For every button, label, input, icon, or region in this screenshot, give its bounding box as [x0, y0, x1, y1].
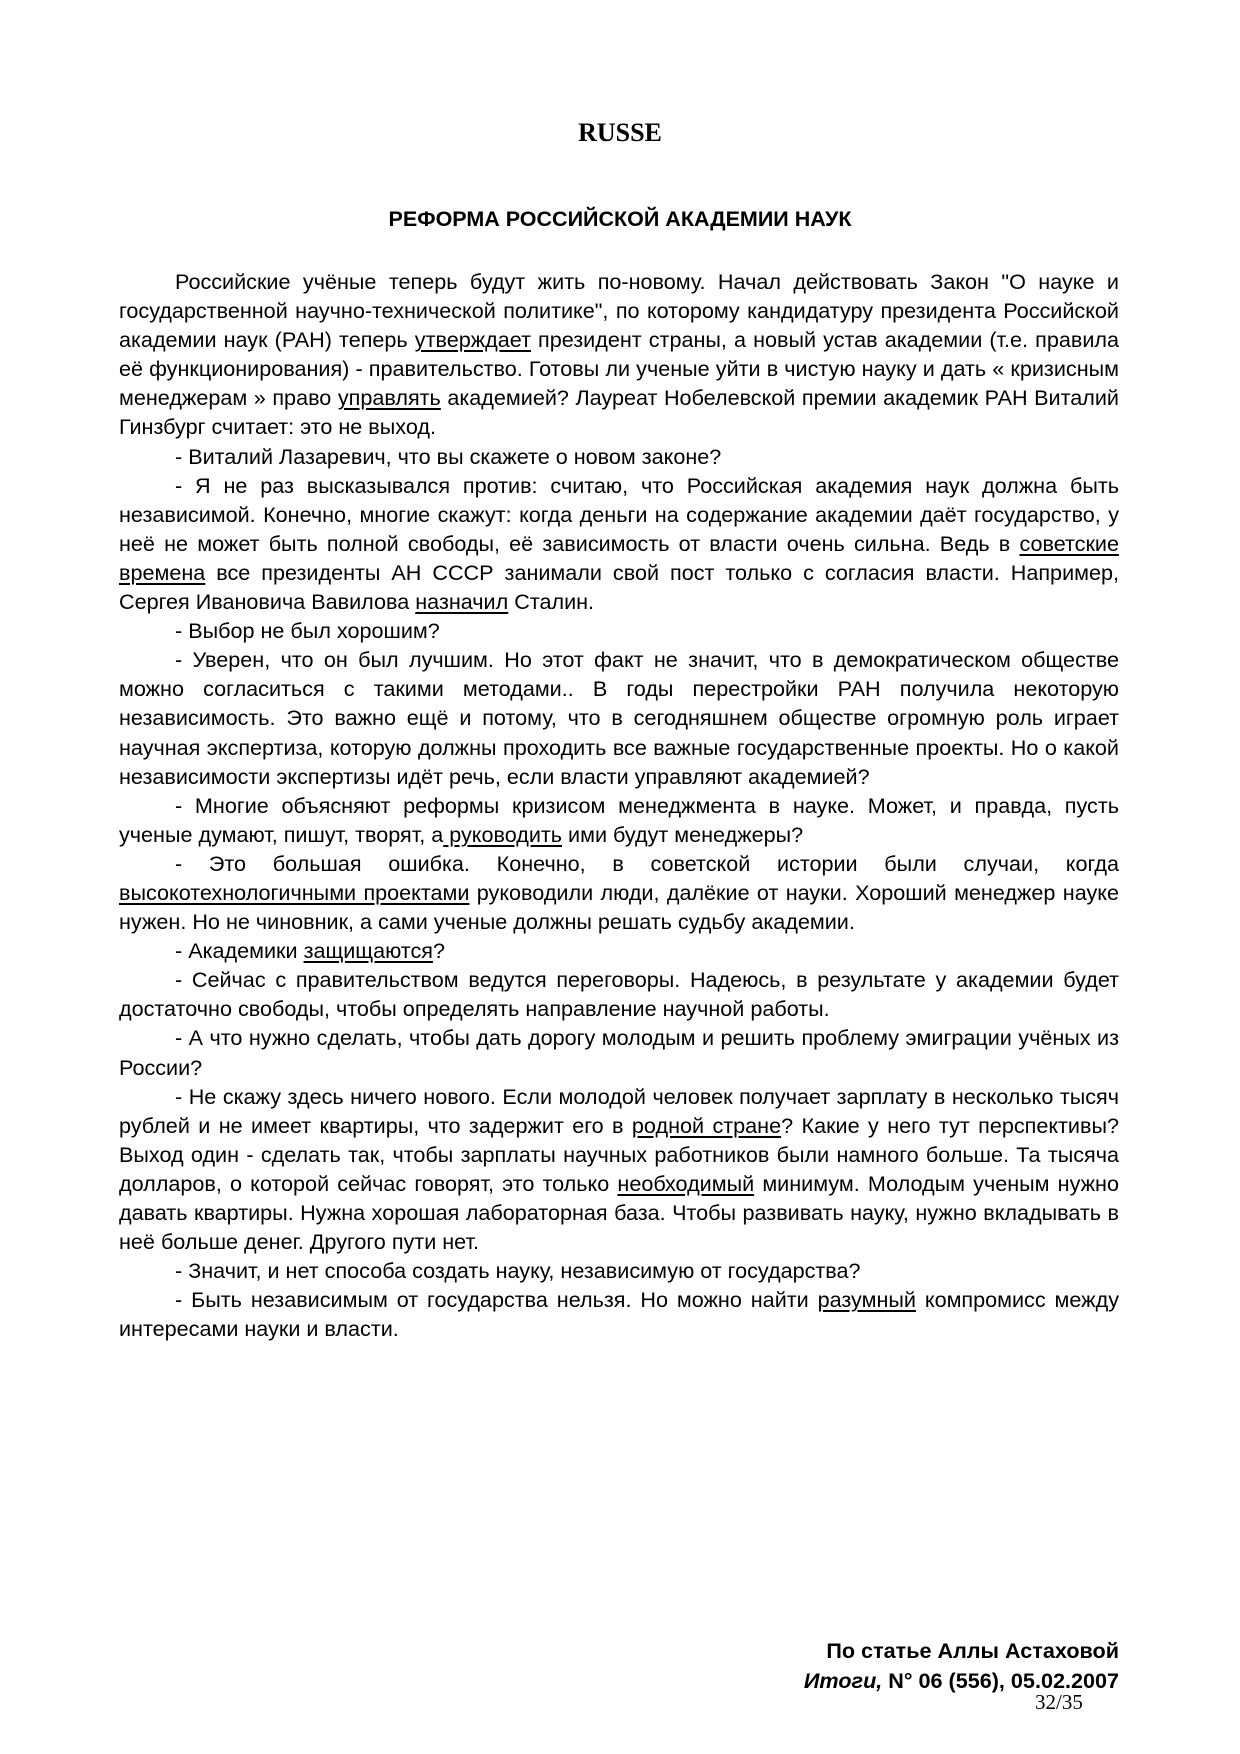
source-magazine: Итоги, — [803, 1668, 883, 1693]
underlined-term: утверждает — [414, 327, 531, 353]
paragraph-text: - Виталий Лазаревич, что вы скажете о новом законе? — [175, 443, 722, 469]
underlined-term: руководить — [443, 821, 563, 847]
language-label: RUSSE — [578, 118, 662, 147]
paragraph-text: - Сейчас с правительством ведутся переговоры. Надеюсь, в результате у академии будет достаточно свободы, чтобы определять направление научной работы. — [119, 967, 1119, 1022]
paragraph-text: компромисс между интересами науки и власти. — [119, 1287, 1119, 1342]
article-paragraph — [119, 965, 1119, 1023]
article-paragraph — [119, 936, 1119, 965]
underlined-term: родной стране — [631, 1112, 782, 1138]
article-paragraph — [119, 267, 1119, 442]
underlined-term: управлять — [337, 385, 441, 411]
paragraph-text: - Академики — [175, 938, 304, 964]
paragraph-text: - Не скажу здесь ничего нового. Если молодой человек получает зарплату в несколько тысяч рублей и не имеет квартиры, что задержит его в — [119, 1083, 1119, 1138]
underlined-term: высокотехнологичными проектами — [119, 879, 470, 905]
source-attribution — [600, 1636, 1119, 1696]
paragraph-text: - Многие объясняют реформы кризисом менеджмента в науке. Может, и правда, пусть ученые думают, пишут, творят, а — [119, 792, 1119, 847]
paragraph-text: президент страны, а новый устав академии (т.е. правила её функционирования) - правительство. Готовы ли ученые уйти в чистую науку и дать « кризисным менеджерам » право — [119, 327, 1119, 411]
article-title: РЕФОРМА РОССИЙСКОЙ АКАДЕМИИ НАУК — [388, 207, 852, 231]
paragraph-text: все президенты АН СССР занимали свой пост только с согласия власти. Например, Сергея Ивановича Вавилова — [119, 559, 1119, 615]
article-paragraph — [119, 471, 1119, 616]
article-paragraph — [119, 645, 1119, 790]
underlined-term: советские времена — [119, 530, 1119, 585]
paragraph-text: ? Какие у него тут перспективы? Выход один - сделать так, чтобы зарплаты научных работников были намного больше. Та тысяча долларов, о которой сейчас говорят, это только — [119, 1112, 1119, 1196]
underlined-term: назначил — [415, 589, 509, 615]
article-paragraph — [119, 1023, 1119, 1081]
paragraph-text: ? — [432, 938, 445, 964]
article-paragraph — [119, 616, 1119, 645]
paragraph-text: академией? Лауреат Нобелевской премии академик РАН Виталий Гинзбург считает: это не выход. — [119, 385, 1119, 440]
paragraph-text: - Это большая ошибка. Конечно, в советской истории были случаи, когда — [175, 850, 1119, 876]
paragraph-text: - А что нужно сделать, чтобы дать дорогу молодым и решить проблему эмиграции учёных из России? — [119, 1025, 1119, 1080]
source-issue: N° 06 (556), 05.02.2007 — [882, 1668, 1119, 1693]
article-paragraph — [119, 791, 1119, 849]
paragraph-text: - Я не раз высказывался против: считаю, что Российская академия наук должна быть независимой. Конечно, многие скажут: когда деньги на содержание академии даёт государство, у неё не может быть полной свободы, её зависимость от власти очень сильна. Ведь в — [119, 472, 1119, 556]
paragraph-text: Российские учёные теперь будут жить по-новому. Начал действовать Закон "О науке и государственной научно-технической политике", по которому кандидатуру президента Российской академии наук (РАН) теперь — [119, 269, 1119, 353]
paragraph-text: - Выбор не был хорошим? — [175, 618, 440, 644]
paragraph-text: - Уверен, что он был лучшим. Но этот факт не значит, что в демократическом обществе можно согласиться с такими методами.. В годы перестройки РАН получила некоторую независимость. Это важно ещё и потому, что в сегодняшнем обществе огромную роль играет научная экспертиза, которую должны проходить все важные государственные проекты. Но о какой независимости экспертизы идёт речь, если власти управляют академией? — [119, 647, 1119, 789]
article-paragraph — [119, 849, 1119, 936]
paragraph-text: минимум. Молодым ученым нужно давать квартиры. Нужна хорошая лабораторная база. Чтобы развивать науку, нужно вкладывать в неё больше денег. Другого пути нет. — [119, 1170, 1119, 1255]
underlined-term: необходимый — [617, 1170, 755, 1196]
paragraph-text: - Быть независимым от государства нельзя. Но можно найти — [175, 1287, 818, 1313]
source-author: По статье Аллы Астаховой — [826, 1638, 1119, 1663]
article-paragraph — [119, 1082, 1119, 1257]
underlined-term: защищаются — [303, 938, 433, 964]
article-paragraph — [119, 442, 1119, 471]
paragraph-text: - Значит, и нет способа создать науку, независимую от государства? — [175, 1258, 861, 1284]
article-paragraph — [119, 1256, 1119, 1285]
paragraph-text: руководили люди, далёкие от науки. Хороший менеджер науке нужен. Но не чиновник, а сами ученые должны решать судьбу академии. — [119, 879, 1119, 935]
underlined-term: разумный — [817, 1287, 916, 1313]
paragraph-text: Сталин. — [508, 589, 595, 615]
article-paragraph — [119, 1285, 1119, 1343]
article-body — [119, 267, 1119, 1343]
paragraph-text: ими будут менеджеры? — [562, 821, 804, 847]
page-number: 32/35 — [1035, 1690, 1083, 1714]
